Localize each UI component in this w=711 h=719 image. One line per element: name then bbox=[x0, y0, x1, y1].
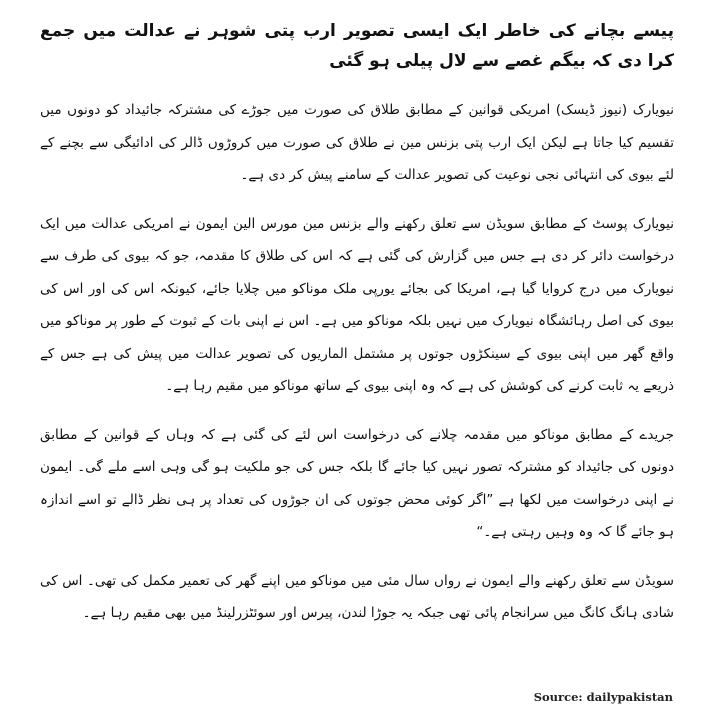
source-credit: Source: dailypakistan bbox=[533, 690, 673, 704]
article-headline: پیسے بچانے کی خاطر ایک ایسی تصویر ارب پتی شوہر نے عدالت میں جمع کرا دی کہ بیگم غصے سے لال پیلی ہو گئی bbox=[40, 21, 674, 71]
article bbox=[40, 16, 674, 646]
article-paragraph-4: سویڈن سے تعلق رکھنے والے ایمون نے رواں سال مئی میں موناکو میں اپنے گھر کی تعمیر مکمل کی تھی۔ اس کی شادی ہانگ کانگ میں سرانجام پائی تھی جبکہ یہ جوڑا لندن، پیرس اور سوئٹزرلینڈ میں بھی مقیم رہا ہے۔ bbox=[40, 572, 674, 621]
article-paragraph-3: جریدے کے مطابق موناکو میں مقدمہ چلانے کی درخواست اس لئے کی گئی ہے کہ وہاں کے قوانین کے مطابق دونوں کی جائیداد کو مشترکہ تصور نہیں کیا جائے گا بلکہ جس کی جو ملکیت ہو گی وہی اسے ملے گی۔ ایمون نے اپنی درخواست میں لکھا ہے ”اگر کوئی محض جوتوں کی ان جوڑوں کی تعداد پر ہی نظر ڈالے تو اسے اندازہ ہو جائے گا کہ وہ وہیں رہتی ہے۔“ bbox=[40, 426, 674, 540]
article-paragraph-2: نیویارک پوسٹ کے مطابق سویڈن سے تعلق رکھنے والے بزنس مین مورس الین ایمون نے امریکی عدالت میں ایک درخواست دائر کر دی ہے جس میں گزارش کی گئی ہے کہ اس کی طلاق کا مقدمہ، جو کہ بیوی کی طرف سے نیویارک میں درج کروایا گیا ہے، امریکا کی بجائے یورپی ملک موناکو میں چلایا جائے، کیونکہ اس کی اور اس کی بیوی کی اصل رہائشگاہ نیویارک میں نہیں بلکہ موناکو میں ہے۔ اس نے اپنی بات کے ثبوت کے طور پر موناکو میں واقع گھر میں اپنی بیوی کے سینکڑوں جوتوں پر مشتمل الماریوں کی تصویر عدالت میں پیش کی ہے جس کے ذریعے یہ ثابت کرنے کی کوشش کی ہے کہ وہ اپنی بیوی کے ساتھ موناکو میں مقیم رہا ہے۔ bbox=[40, 215, 674, 394]
article-paragraph-1: نیویارک (نیوز ڈیسک) امریکی قوانین کے مطابق طلاق کی صورت میں جوڑے کی مشترکہ جائیداد کو دونوں میں تقسیم کیا جاتا ہے لیکن ایک ارب پتی بزنس مین نے طلاق کی صورت میں کروڑوں ڈالر کی ادائیگی سے بچنے کے لئے بیوی کی انتہائی نجی نوعیت کی تصویر عدالت کے سامنے پیش کر دی ہے۔ bbox=[40, 102, 674, 183]
